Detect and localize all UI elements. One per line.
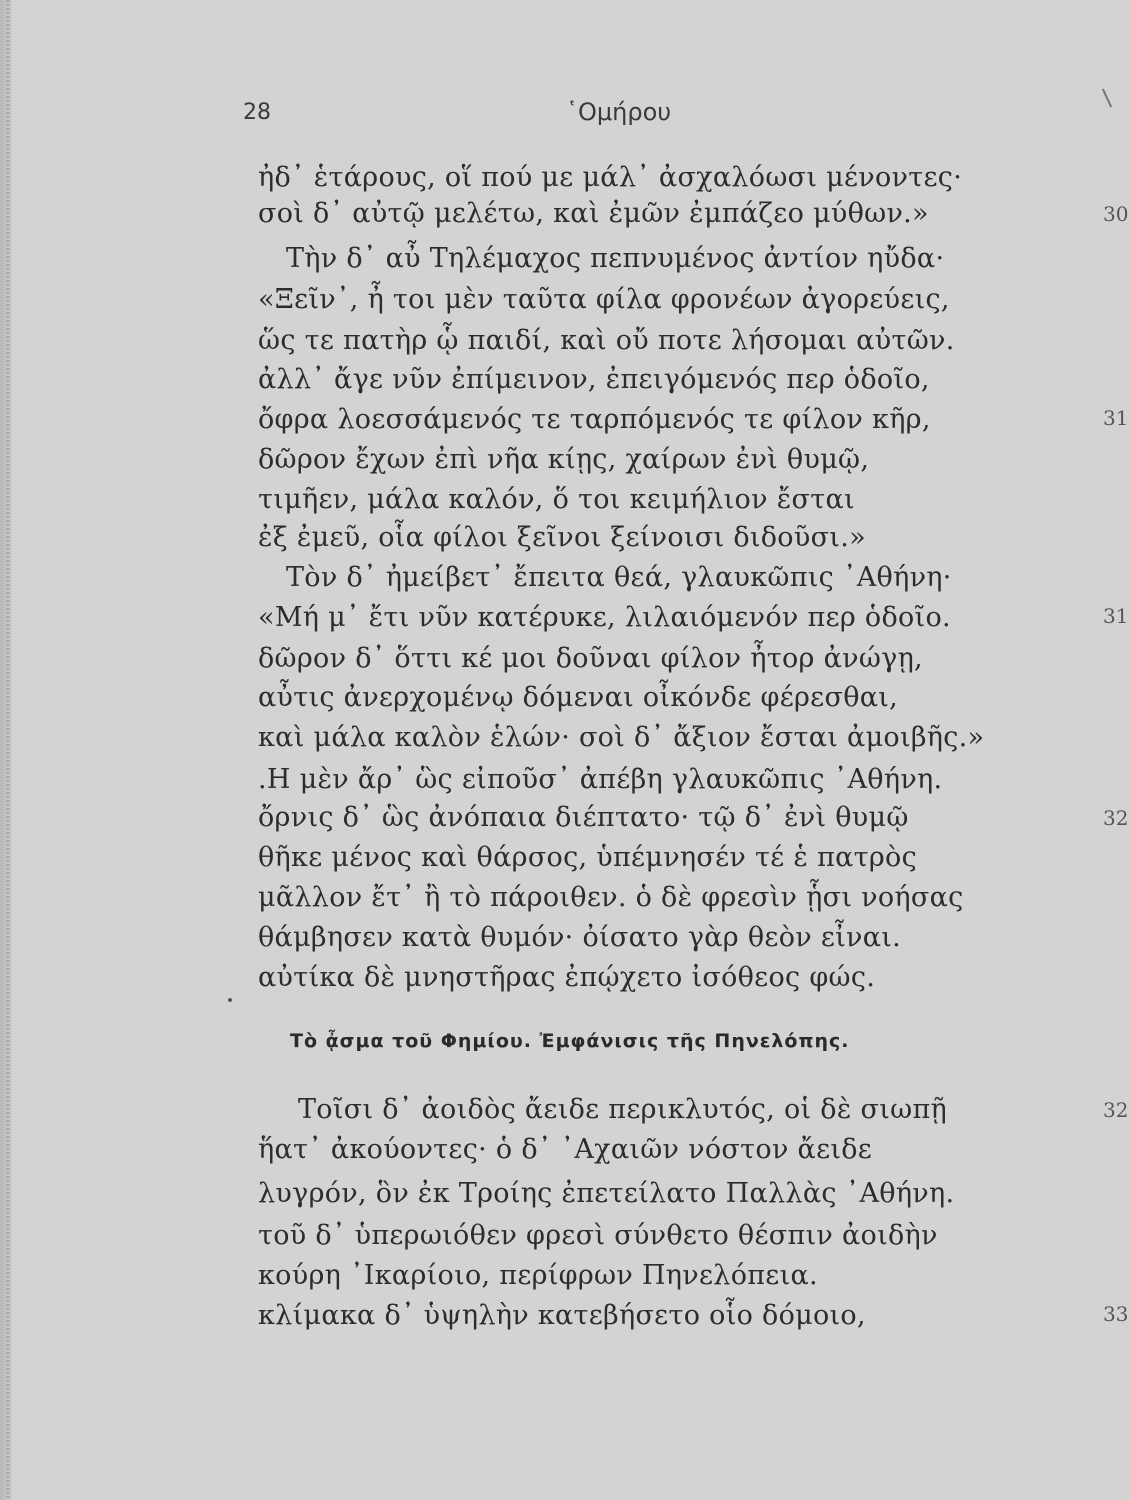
running-title: ῾Ομήρου (566, 98, 672, 126)
line-number: 33 (1103, 1302, 1129, 1326)
line-number: 32 (1103, 806, 1129, 830)
verse-line: ἀλλ᾽ ἄγε νῦν ἐπίμεινον, ἐπειγόμενός περ ὁδοῖο, (258, 364, 930, 395)
verse-line: τοῦ δ᾽ ὑπερωιόθεν φρεσὶ σύνθετο θέσπιν ἀοιδὴν (258, 1220, 938, 1251)
verse-line: κούρη ᾽Ικαρίοιο, περίφρων Πηνελόπεια. (258, 1260, 818, 1291)
verse-line: .Η μὲν ἄρ᾽ ὣς εἰποῦσ᾽ ἀπέβη γλαυκῶπις ᾽Αθήνη. (258, 764, 943, 795)
verse-line: ὄφρα λοεσσάμενός τε ταρπόμενός τε φίλον κῆρ, (258, 404, 931, 435)
line-number: 31 (1103, 406, 1129, 430)
verse-line: θῆκε μένος καὶ θάρσος, ὑπέμνησέν τέ ἑ πατρὸς (258, 842, 918, 873)
verse-line: τιμῆεν, μάλα καλόν, ὅ τοι κειμήλιον ἔσται (258, 484, 855, 515)
verse-line: λυγρόν, ὃν ἐκ Τροίης ἐπετείλατο Παλλὰς ᾽Αθήνη. (258, 1178, 955, 1209)
verse-line: αὐτίκα δὲ μνηστῆρας ἐπῴχετο ἰσόθεος φώς. (258, 962, 876, 993)
verse-line: θάμβησεν κατὰ θυμόν· ὀίσατο γὰρ θεὸν εἶναι. (258, 922, 902, 953)
verse-line: Τοῖσι δ᾽ ἀοιδὸς ἄειδε περικλυτός, οἱ δὲ σιωπῇ (298, 1094, 947, 1125)
line-number: 30 (1103, 202, 1129, 226)
line-number: 32 (1103, 1098, 1129, 1122)
verse-line: ἥατ᾽ ἀκούοντες· ὁ δ᾽ ᾽Αχαιῶν νόστον ἄειδε (258, 1134, 873, 1165)
section-heading: Τὸ ᾆσμα τοῦ Φημίου. Ἐμφάνισις τῆς Πηνελόπης. (290, 1030, 850, 1052)
verse-line: «Μή μ᾽ ἔτι νῦν κατέρυκε, λιλαιόμενόν περ ὁδοῖο. (258, 602, 951, 633)
margin-dot (228, 998, 232, 1002)
page-number: 28 (243, 100, 271, 125)
verse-line: αὖτις ἀνερχομένῳ δόμεναι οἶκόνδε φέρεσθαι, (258, 682, 899, 713)
page-header (0, 96, 1129, 136)
verse-line: καὶ μάλα καλὸν ἑλών· σοὶ δ᾽ ἄξιον ἔσται ἀμοιβῆς.» (258, 722, 985, 753)
verse-line: Τὸν δ᾽ ἠμείβετ᾽ ἔπειτα θεά, γλαυκῶπις ᾽Αθήνη· (286, 562, 952, 593)
verse-line: μᾶλλον ἔτ᾽ ἢ τὸ πάροιθεν. ὁ δὲ φρεσὶν ᾗσι νοήσας (258, 882, 964, 913)
verse-line: κλίμακα δ᾽ ὑψηλὴν κατεβήσετο οἷο δόμοιο, (258, 1300, 866, 1331)
verse-line: δῶρον δ᾽ ὅττι κέ μοι δοῦναι φίλον ἦτορ ἀνώγῃ, (258, 643, 923, 674)
verse-line: σοὶ δ᾽ αὐτῷ μελέτω, καὶ ἐμῶν ἐμπάζεο μύθων.» (258, 198, 929, 229)
page-edges (6, 0, 10, 1500)
verse-line: ὄρνις δ᾽ ὣς ἀνόπαια διέπτατο· τῷ δ᾽ ἐνὶ θυμῷ (258, 802, 909, 833)
verse-line: «Ξεῖν᾽, ἦ τοι μὲν ταῦτα φίλα φρονέων ἀγορεύεις, (258, 284, 950, 315)
verse-line: ἠδ᾽ ἑτάρους, οἵ πού με μάλ᾽ ἀσχαλόωσι μένοντες· (258, 162, 963, 193)
verse-line: δῶρον ἔχων ἐπὶ νῆα κίῃς, χαίρων ἐνὶ θυμῷ, (258, 444, 870, 475)
verse-line: Τὴν δ᾽ αὖ Τηλέμαχος πεπνυμένος ἀντίον ηὔδα· (286, 243, 945, 274)
verse-line: ἐξ ἐμεῦ, οἷα φίλοι ξεῖνοι ξείνοισι διδοῦσι.» (258, 522, 866, 553)
verse-line: ὥς τε πατὴρ ᾧ παιδί, καὶ οὔ ποτε λήσομαι αὐτῶν. (258, 325, 955, 356)
line-number: 31 (1103, 604, 1129, 628)
